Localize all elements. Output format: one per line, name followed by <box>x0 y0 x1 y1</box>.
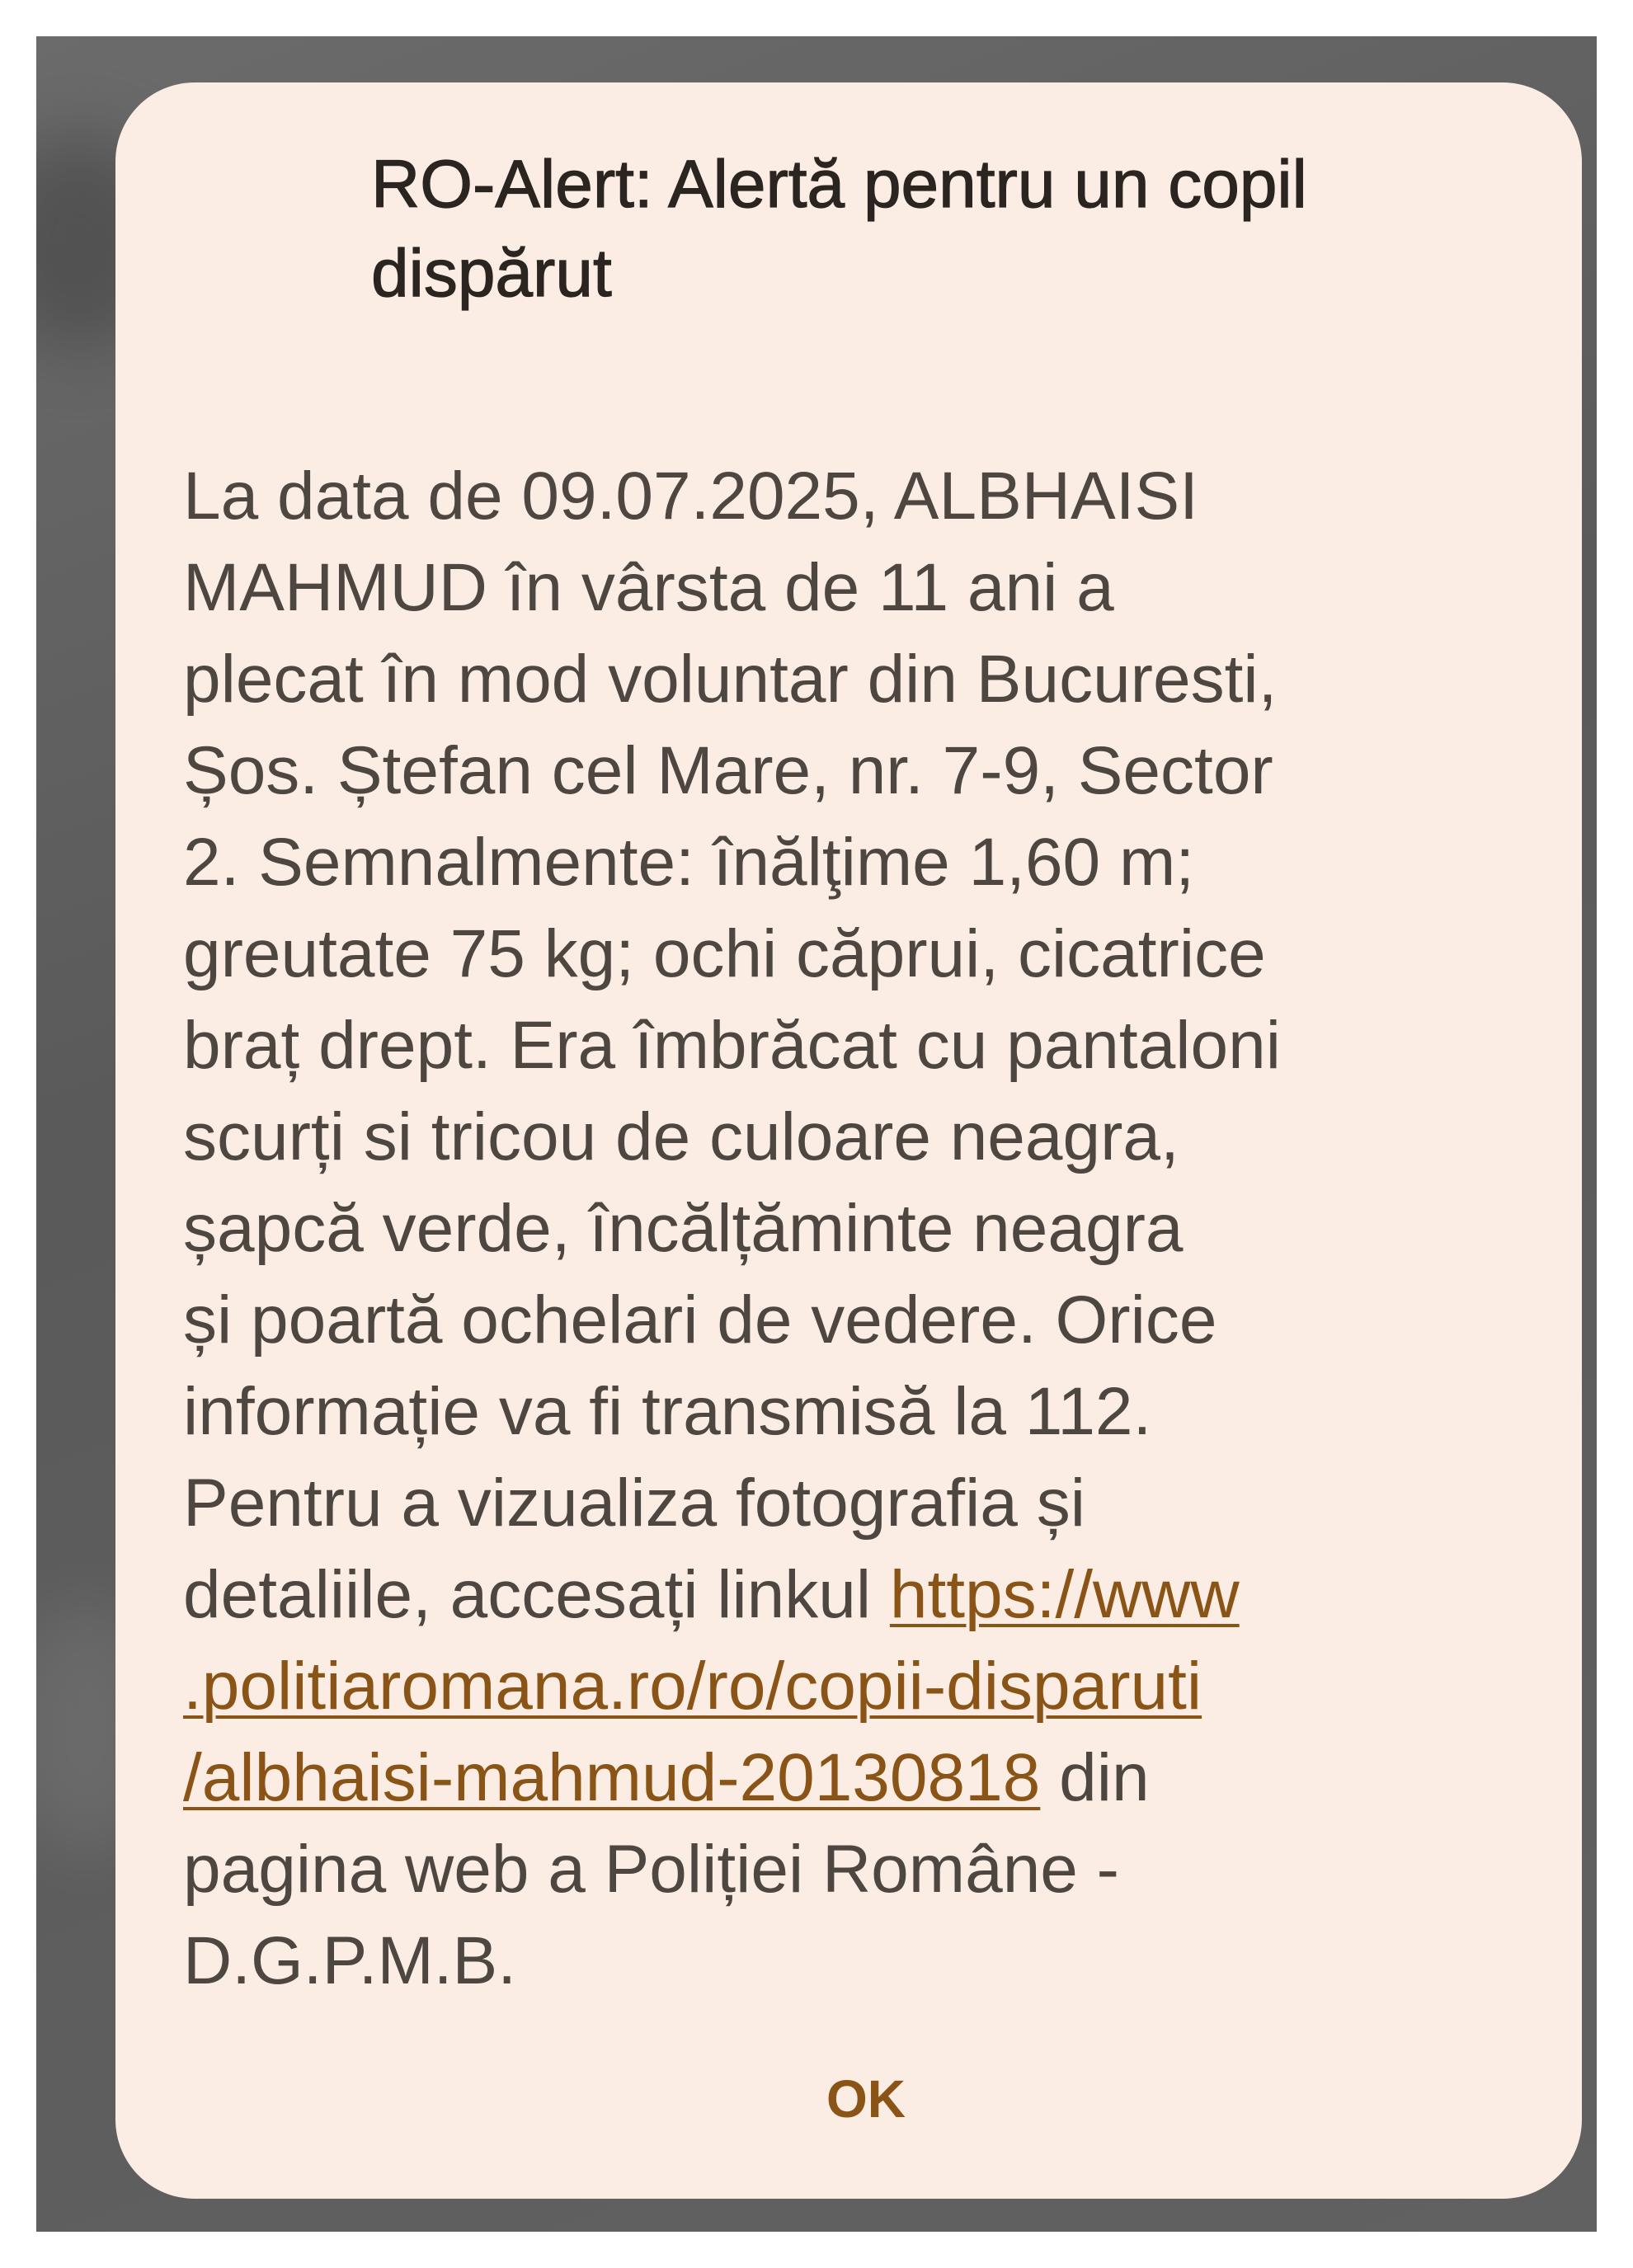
ok-button[interactable]: OK <box>826 2069 906 2129</box>
alert-message <box>183 450 1503 2007</box>
alert-message-tail: din pagina web a Poliției Române - D.G.P.M.B. <box>183 1740 1150 1998</box>
details-link[interactable]: https://www .politiaromana.ro/ro/copii-disparuti /albhaisi-mahmud-20130818 <box>183 1557 1240 1815</box>
alert-message-text: La data de 09.07.2025, ALBHAISI MAHMUD în vârsta de 11 ani a plecat în mod voluntar din Bucuresti, Șos. Ștefan cel Mare, nr. 7-9, Sector 2. Semnalmente: înălţime 1,60 m; greutate 75 kg; ochi căprui, cicatrice braț drept. Era îmbrăcat cu pantaloni scurți si tricou de culoare neagra, șapcă verde, încălțăminte neagra și poartă ochelari de vedere. Orice informație va fi transmisă la 112. Pentru a vizualiza fotografia și detaliile, accesați linkul <box>183 459 1281 1632</box>
screen-backdrop <box>36 36 1597 2232</box>
alert-title: RO-Alert: Alertă pentru un copil dispărut <box>371 147 1307 311</box>
ro-alert-dialog <box>115 82 1582 2199</box>
